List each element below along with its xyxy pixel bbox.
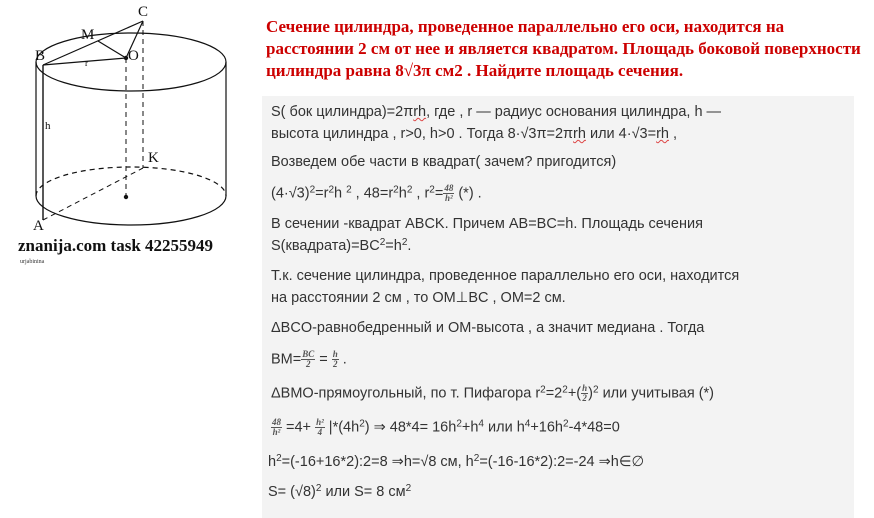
label-k: K (148, 150, 159, 166)
solution-line-14: $S= (√8)^2$ или S= 8 $см^2$ (268, 483, 412, 500)
cylinder-diagram (0, 0, 262, 240)
fraction: $\frac{48}{\text{h²}}$ (444, 183, 454, 203)
solution-line-12: $\frac{48}{\text{h²}}$ =4+ $\frac{\text{h²}}{4}$ $|*(4h^2)$ ⇒ $48*4= 16h^2+h^4$ или $h^4+16h^2-4*48=0$ (272, 417, 620, 437)
fraction: $\frac{h}{2}$ (332, 349, 338, 369)
problem-statement: Сечение цилиндра, проведенное параллельно его оси, находится на расстоянии 2 см от нее и является квадратом. Площадь боковой поверхности цилиндра равна 8√3π см2 . Найдите площадь сечения. (266, 17, 861, 80)
cylinder-drawing (0, 0, 262, 240)
fraction: $\frac{BC}{2}$ (302, 349, 315, 369)
solution-line-4: $(4\cdot√3)^2=r^2h$ $^2$ , $48=r^2h^2$ , $r^2=$ $\frac{48}{\text{h²}}$ (*) . (271, 183, 482, 203)
watermark: znanija.com task 42255949 (18, 236, 214, 255)
label-c: C (138, 4, 149, 20)
author-caption: urjabinina (20, 259, 45, 265)
solution-line-13: $h^2=(-16+16*2):2=8$ ⇒h=√8 см, $h^2=(-16-16*2):2=-24$ ⇒h∈∅ (268, 453, 645, 470)
fraction: $\frac{\text{h²}}{4}$ (316, 417, 324, 437)
solution-line-1: S( бок цилиндра)=2πrh, где , r — радиус основания цилиндра, h — (271, 104, 722, 120)
label-o: O (128, 48, 139, 64)
label-h: h (45, 120, 51, 132)
solution-line-7: Т.к. сечение цилиндра, проведенное параллельно его оси, находится (271, 268, 740, 284)
solution-line-3: Возведем обе части в квадрат( зачем? пригодится) (271, 154, 617, 170)
solution-line-6: $S(квадрата)=BC^2=h^2$. (271, 237, 412, 254)
solution-line-8: на расстоянии 2 см , то OM⊥BC , OM=2 см. (271, 290, 566, 306)
label-b: B (35, 48, 46, 64)
solution-line-5: В сечении -квадрат ABCK. Причем AB=BC=h. Площадь сечения (271, 216, 703, 232)
label-r: r (85, 58, 88, 68)
fraction: $\frac{48}{\text{h²}}$ (272, 417, 281, 437)
solution-panel (262, 96, 854, 518)
label-m: M (81, 27, 95, 43)
solution-line-10: BM= $\frac{BC}{2}$ = $\frac{h}{2}$ . (271, 349, 347, 369)
solution-line-2: высота цилиндра , r>0, h>0 . Тогда 8·√3π=2πrh или 4·√3=rh , (271, 126, 678, 142)
label-a: A (33, 218, 44, 234)
solution-line-9: ΔBCO-равнобедренный и OM-высота , а значит медиана . Тогда (271, 320, 705, 336)
fraction: $\frac{h}{2}$ (582, 383, 588, 403)
solution-line-11: ΔBMO-прямоугольный, по т. Пифагора $r^2=2^2+$( $\frac{h}{2}$ )$^2$ или учитывая (*) (271, 383, 715, 403)
